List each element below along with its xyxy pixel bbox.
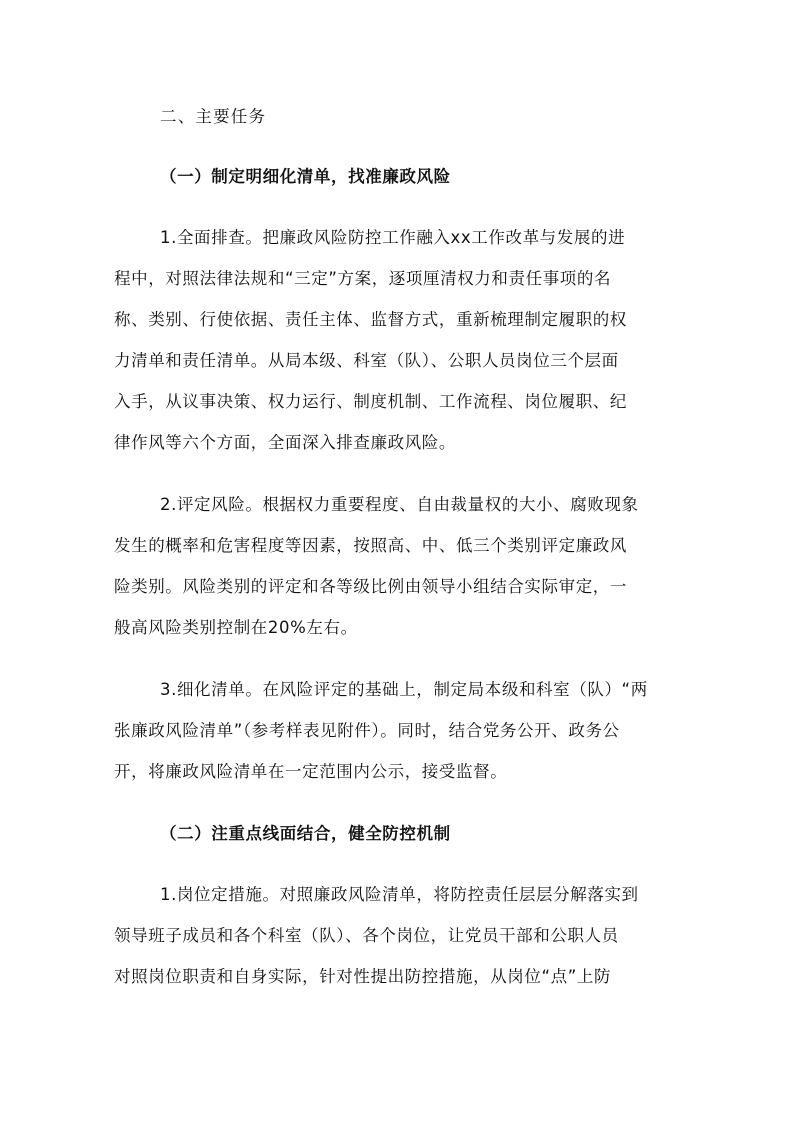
paragraph-line: 张廉政风险清单”（参考样表见附件）。同时，结合党务公开、政务公 (114, 721, 620, 740)
subsection-heading: （二）注重点线面结合，健全防控机制 (160, 824, 451, 843)
subsection-heading: （一）制定明细化清单，找准廉政风险 (160, 167, 451, 186)
paragraph-line: 力清单和责任清单。从局本级、科室（队）、公职人员岗位三个层面 (114, 351, 619, 370)
paragraph-line: 般高风险类别控制在20%左右。 (114, 618, 358, 637)
paragraph-line: 称、类别、行使依据、责任主体、监督方式，重新梳理制定履职的权 (114, 310, 627, 329)
paragraph-line: 发生的概率和危害程度等因素，按照高、中、低三个类别评定廉政风 (114, 536, 627, 555)
paragraph-line: 1.全面排查。把廉政风险防控工作融入xx工作改革与发展的进 (160, 228, 626, 247)
paragraph-line: 2.评定风险。根据权力重要程度、自由裁量权的大小、腐败现象 (160, 495, 639, 514)
paragraph-line: 程中，对照法律法规和“三定”方案，逐项厘清权力和责任事项的名 (114, 269, 612, 288)
paragraph-line: 律作风等六个方面，全面深入排查廉政风险。 (114, 433, 456, 452)
paragraph-line: 领导班子成员和各个科室（队）、各个岗位，让党员干部和公职人员 (114, 926, 619, 945)
paragraph-line: 险类别。风险类别的评定和各等级比例由领导小组结合实际审定，一 (114, 577, 627, 596)
paragraph-line: 对照岗位职责和自身实际，针对性提出防控措施，从岗位“点”上防 (114, 967, 612, 986)
paragraph-line: 开，将廉政风险清单在一定范围内公示，接受监督。 (114, 762, 508, 781)
paragraph-line: 3.细化清单。在风险评定的基础上，制定局本级和科室（队）“两 (160, 680, 648, 699)
paragraph-line: 1.岗位定措施。对照廉政风险清单，将防控责任层层分解落实到 (160, 885, 639, 904)
paragraph-line: 入手，从议事决策、权力运行、制度机制、工作流程、岗位履职、纪 (114, 392, 627, 411)
section-title: 二、主要任务 (160, 107, 267, 126)
